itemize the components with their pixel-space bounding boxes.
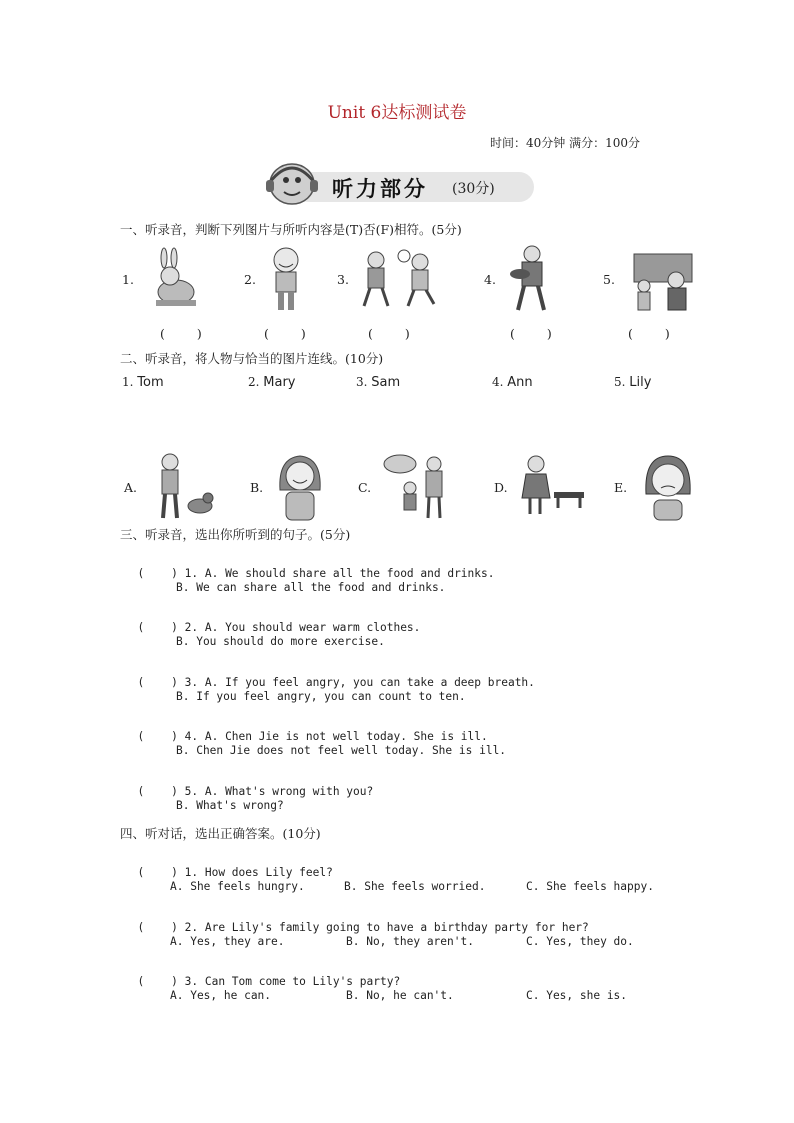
option-c: C. She feels happy. bbox=[526, 880, 654, 893]
option-b: B. You should do more exercise. bbox=[176, 635, 385, 648]
s3-question bbox=[124, 772, 373, 798]
s4-question bbox=[124, 962, 400, 988]
s2-name-number: 2. bbox=[248, 375, 260, 389]
s1-answer-paren[interactable]: ( ) bbox=[628, 326, 684, 341]
s3-question bbox=[124, 554, 495, 580]
s2-picture-label: A. bbox=[124, 480, 138, 495]
s1-answer-paren[interactable]: ( ) bbox=[510, 326, 566, 341]
option-a: 2. A. You should wear warm clothes. bbox=[184, 621, 421, 634]
answer-paren[interactable]: ( ) bbox=[137, 621, 178, 634]
s2-picture-label: D. bbox=[494, 480, 508, 495]
s2-name-item bbox=[614, 375, 651, 390]
option-b: B. She feels worried. bbox=[344, 880, 486, 893]
question-text: 1. How does Lily feel? bbox=[184, 866, 333, 879]
s2-picture-label: C. bbox=[358, 480, 372, 495]
option-a: 1. A. We should share all the food and drinks. bbox=[184, 567, 495, 580]
option-c: C. Yes, they do. bbox=[526, 935, 634, 948]
answer-paren[interactable]: ( ) bbox=[137, 921, 178, 934]
question-text: 3. Can Tom come to Lily's party? bbox=[184, 975, 401, 988]
option-a: A. Yes, he can. bbox=[170, 989, 272, 1002]
time-info: 时间：40分钟 满分：100分 bbox=[490, 136, 640, 150]
section3-heading: 三、听录音，选出你所听到的句子。(5分) bbox=[120, 527, 351, 542]
s1-item-number: 3. bbox=[337, 272, 349, 287]
s1-answer-paren[interactable]: ( ) bbox=[264, 326, 320, 341]
s2-name-item bbox=[122, 375, 164, 390]
option-b: B. We can share all the food and drinks. bbox=[176, 581, 446, 594]
option-b: B. If you feel angry, you can count to ten. bbox=[176, 690, 466, 703]
s2-name-number: 5. bbox=[614, 375, 626, 389]
boys-playing-ball-picture-icon bbox=[358, 248, 442, 310]
s1-answer-paren[interactable]: ( ) bbox=[160, 326, 216, 341]
s2-name-item bbox=[356, 375, 400, 390]
s4-question bbox=[124, 908, 589, 934]
s2-name-item bbox=[248, 375, 296, 390]
girl-and-bench-picture-icon bbox=[520, 454, 586, 516]
s2-name: Sam bbox=[371, 375, 401, 390]
s3-question bbox=[124, 663, 535, 689]
answer-paren[interactable]: ( ) bbox=[137, 785, 178, 798]
s2-name-number: 3. bbox=[356, 375, 368, 389]
question-text: 2. Are Lily's family going to have a birthday party for her? bbox=[184, 921, 589, 934]
mother-and-boy-picture-icon bbox=[380, 452, 450, 520]
section2-heading: 二、听录音，将人物与恰当的图片连线。(10分) bbox=[120, 351, 384, 366]
s2-name-item bbox=[492, 375, 533, 390]
man-with-dog-picture-icon bbox=[152, 452, 218, 520]
answer-paren[interactable]: ( ) bbox=[137, 567, 178, 580]
option-b: B. No, he can't. bbox=[346, 989, 454, 1002]
option-a: A. Yes, they are. bbox=[170, 935, 285, 948]
s3-question bbox=[124, 608, 420, 634]
s2-name: Ann bbox=[507, 375, 533, 390]
answer-paren[interactable]: ( ) bbox=[137, 676, 178, 689]
option-b: B. Chen Jie does not feel well today. She is ill. bbox=[176, 744, 507, 757]
banner-title: 听力部分 bbox=[332, 177, 428, 201]
option-a: A. She feels hungry. bbox=[170, 880, 305, 893]
violin-player-picture-icon bbox=[504, 244, 556, 314]
s1-answer-paren[interactable]: ( ) bbox=[368, 326, 424, 341]
s1-item-number: 2. bbox=[244, 272, 256, 287]
s2-name-number: 1. bbox=[122, 375, 134, 389]
girl-and-teacher-picture-icon bbox=[630, 250, 696, 312]
s4-question bbox=[124, 853, 333, 879]
option-a: 3. A. If you feel angry, you can take a deep breath. bbox=[184, 676, 535, 689]
smiling-boy-picture-icon bbox=[266, 246, 306, 312]
headphones-mascot-icon bbox=[256, 160, 320, 208]
s1-item-number: 1. bbox=[122, 272, 134, 287]
s1-item-number: 5. bbox=[603, 272, 615, 287]
s2-name: Lily bbox=[629, 375, 652, 390]
s1-item-number: 4. bbox=[484, 272, 496, 287]
s3-question bbox=[124, 717, 488, 743]
option-a: 4. A. Chen Jie is not well today. She is ill. bbox=[184, 730, 488, 743]
section4-heading: 四、听对话，选出正确答案。(10分) bbox=[120, 826, 321, 841]
worried-girl-picture-icon bbox=[640, 452, 696, 522]
rabbit-picture-icon bbox=[146, 250, 204, 310]
page-title: Unit 6达标测试卷 bbox=[327, 103, 467, 123]
option-c: C. Yes, she is. bbox=[526, 989, 628, 1002]
s2-picture-label: E. bbox=[614, 480, 628, 495]
s2-name: Tom bbox=[137, 375, 164, 390]
option-b: B. What's wrong? bbox=[176, 799, 284, 812]
option-b: B. No, they aren't. bbox=[346, 935, 474, 948]
answer-paren[interactable]: ( ) bbox=[137, 975, 178, 988]
option-a: 5. A. What's wrong with you? bbox=[184, 785, 374, 798]
answer-paren[interactable]: ( ) bbox=[137, 730, 178, 743]
s2-picture-label: B. bbox=[250, 480, 264, 495]
s2-name: Mary bbox=[263, 375, 296, 390]
s2-name-number: 4. bbox=[492, 375, 504, 389]
answer-paren[interactable]: ( ) bbox=[137, 866, 178, 879]
section-banner bbox=[256, 160, 536, 206]
smiling-girl-picture-icon bbox=[274, 452, 326, 522]
section1-heading: 一、听录音，判断下列图片与所听内容是(T)否(F)相符。(5分) bbox=[120, 222, 462, 237]
banner-score: (30分) bbox=[452, 181, 495, 197]
